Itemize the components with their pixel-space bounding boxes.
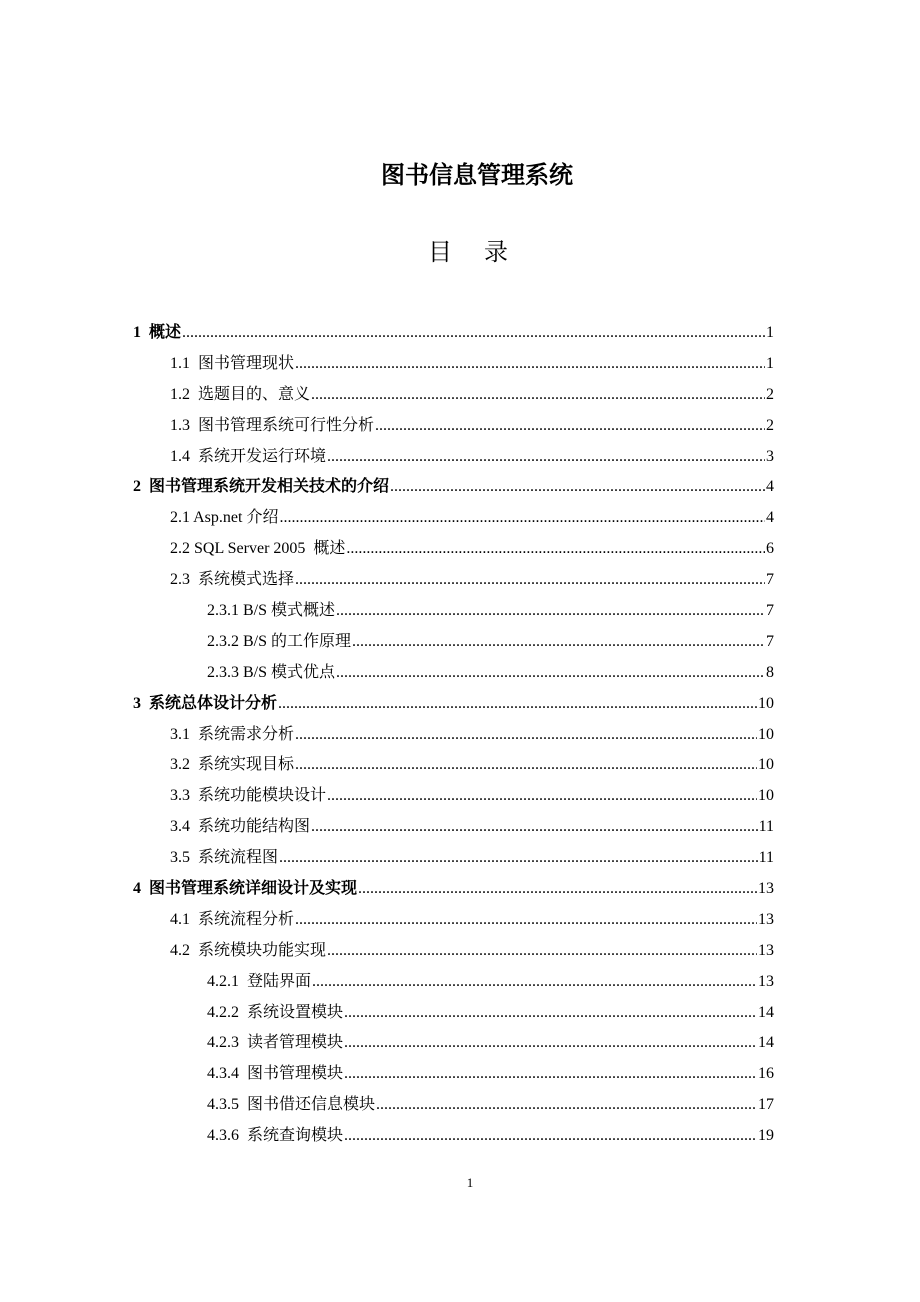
toc-entry-page-number: 6 bbox=[766, 540, 774, 558]
toc-entry bbox=[133, 1028, 774, 1059]
toc-entry-page-number: 7 bbox=[766, 632, 774, 650]
toc-entry bbox=[133, 781, 774, 812]
toc-entry-page-number: 10 bbox=[758, 694, 774, 712]
toc-dot-leader bbox=[327, 442, 765, 473]
toc-entry-label: 2.2 SQL Server 2005 概述 bbox=[170, 540, 346, 558]
toc-entry bbox=[133, 658, 774, 689]
toc-dot-leader bbox=[312, 967, 757, 998]
toc-entry-page-number: 3 bbox=[766, 447, 774, 465]
toc-dot-leader bbox=[358, 874, 757, 905]
toc-entry-label: 1.2 选题目的、意义 bbox=[170, 385, 311, 403]
toc-entry-label: 2.3 系统模式选择 bbox=[170, 571, 295, 589]
toc-dot-leader bbox=[295, 750, 757, 781]
toc-entry-page-number: 14 bbox=[758, 1034, 774, 1052]
toc-dot-leader bbox=[279, 503, 765, 534]
toc-entry-page-number: 7 bbox=[766, 602, 774, 620]
page-number: 1 bbox=[466, 1175, 474, 1190]
toc-entry bbox=[133, 1090, 774, 1121]
toc-entry-label: 3 系统总体设计分析 bbox=[133, 694, 278, 712]
toc-entry bbox=[133, 874, 774, 905]
toc-entry-label: 1 概述 bbox=[133, 324, 182, 341]
toc-entry-label: 2.3.2 B/S 的工作原理 bbox=[207, 632, 352, 650]
toc-entry-page-number: 14 bbox=[758, 1003, 774, 1021]
toc-entry-page-number: 2 bbox=[766, 385, 774, 403]
table-of-contents bbox=[133, 318, 774, 1152]
toc-entry bbox=[133, 720, 774, 751]
toc-dot-leader bbox=[295, 349, 765, 380]
toc-dot-leader bbox=[336, 596, 765, 627]
toc-entry-page-number: 2 bbox=[766, 416, 774, 434]
toc-entry-label: 3.3 系统功能模块设计 bbox=[170, 787, 327, 805]
toc-entry-label: 4.3.6 系统查询模块 bbox=[207, 1127, 344, 1145]
toc-entry bbox=[133, 503, 774, 534]
toc-entry-label: 1.1 图书管理现状 bbox=[170, 354, 295, 372]
toc-dot-leader bbox=[352, 627, 765, 658]
toc-entry bbox=[133, 1059, 774, 1090]
toc-entry-page-number: 4 bbox=[766, 509, 774, 527]
toc-entry-label: 1.4 系统开发运行环境 bbox=[170, 447, 327, 465]
toc-entry-label: 4.2.1 登陆界面 bbox=[207, 972, 312, 990]
toc-dot-leader bbox=[327, 781, 757, 812]
toc-entry-page-number: 4 bbox=[766, 478, 774, 496]
toc-entry bbox=[133, 967, 774, 998]
toc-entry-page-number: 10 bbox=[758, 725, 774, 743]
toc-entry-label: 2 图书管理系统开发相关技术的介绍 bbox=[133, 478, 390, 496]
toc-entry-label: 4.1 系统流程分析 bbox=[170, 910, 295, 928]
toc-entry-page-number: 13 bbox=[758, 941, 774, 959]
toc-entry bbox=[133, 411, 774, 442]
toc-entry-page-number: 1 bbox=[766, 324, 774, 341]
toc-dot-leader bbox=[390, 472, 765, 503]
toc-entry-page-number: 1 bbox=[766, 354, 774, 372]
toc-dot-leader bbox=[295, 905, 757, 936]
toc-entry-page-number: 13 bbox=[758, 972, 774, 990]
toc-entry-page-number: 11 bbox=[758, 849, 774, 867]
toc-entry-page-number: 13 bbox=[758, 910, 774, 928]
toc-dot-leader bbox=[311, 812, 758, 843]
toc-entry bbox=[133, 318, 774, 349]
toc-dot-leader bbox=[344, 1028, 757, 1059]
toc-entry bbox=[133, 905, 774, 936]
toc-entry-label: 2.3.3 B/S 模式优点 bbox=[207, 663, 336, 681]
toc-entry-label: 4.2.2 系统设置模块 bbox=[207, 1003, 344, 1021]
toc-entry-label: 1.3 图书管理系统可行性分析 bbox=[170, 416, 375, 434]
toc-entry-page-number: 7 bbox=[766, 571, 774, 589]
toc-dot-leader bbox=[311, 380, 765, 411]
toc-entry-page-number: 8 bbox=[766, 663, 774, 681]
document-title: 图书信息管理系统 bbox=[381, 162, 573, 189]
toc-dot-leader bbox=[327, 936, 757, 967]
toc-dot-leader bbox=[182, 318, 765, 349]
toc-entry bbox=[133, 472, 774, 503]
toc-entry bbox=[133, 843, 774, 874]
toc-entry-label: 3.2 系统实现目标 bbox=[170, 756, 295, 774]
toc-entry-label: 2.1 Asp.net 介绍 bbox=[170, 509, 279, 527]
toc-entry-label: 3.5 系统流程图 bbox=[170, 849, 279, 867]
toc-dot-leader bbox=[278, 689, 757, 720]
toc-entry bbox=[133, 812, 774, 843]
toc-dot-leader bbox=[346, 534, 765, 565]
toc-entry-label: 4 图书管理系统详细设计及实现 bbox=[133, 880, 358, 898]
toc-entry-label: 4.2.3 读者管理模块 bbox=[207, 1034, 344, 1052]
toc-entry-label: 4.3.5 图书借还信息模块 bbox=[207, 1096, 376, 1114]
toc-entry-page-number: 10 bbox=[758, 787, 774, 805]
toc-entry bbox=[133, 534, 774, 565]
toc-heading: 目 录 bbox=[428, 239, 512, 266]
toc-entry bbox=[133, 627, 774, 658]
toc-entry-page-number: 13 bbox=[758, 880, 774, 898]
toc-entry bbox=[133, 565, 774, 596]
toc-dot-leader bbox=[336, 658, 765, 689]
toc-entry-label: 4.3.4 图书管理模块 bbox=[207, 1065, 344, 1083]
toc-entry bbox=[133, 936, 774, 967]
toc-dot-leader bbox=[344, 998, 757, 1029]
toc-dot-leader bbox=[279, 843, 758, 874]
toc-entry-page-number: 11 bbox=[758, 818, 774, 836]
toc-entry-label: 4.2 系统模块功能实现 bbox=[170, 941, 327, 959]
toc-dot-leader bbox=[295, 720, 757, 751]
toc-entry-page-number: 10 bbox=[758, 756, 774, 774]
toc-dot-leader bbox=[376, 1090, 757, 1121]
toc-entry bbox=[133, 596, 774, 627]
toc-entry-page-number: 19 bbox=[758, 1127, 774, 1145]
toc-dot-leader bbox=[295, 565, 765, 596]
toc-entry-label: 2.3.1 B/S 模式概述 bbox=[207, 602, 336, 620]
toc-entry bbox=[133, 380, 774, 411]
toc-entry bbox=[133, 998, 774, 1029]
toc-entry bbox=[133, 750, 774, 781]
toc-entry bbox=[133, 689, 774, 720]
toc-entry-label: 3.4 系统功能结构图 bbox=[170, 818, 311, 836]
toc-entry-page-number: 16 bbox=[758, 1065, 774, 1083]
toc-dot-leader bbox=[375, 411, 765, 442]
toc-entry-label: 3.1 系统需求分析 bbox=[170, 725, 295, 743]
toc-entry bbox=[133, 349, 774, 380]
toc-dot-leader bbox=[344, 1059, 757, 1090]
toc-entry bbox=[133, 442, 774, 473]
toc-dot-leader bbox=[344, 1121, 757, 1152]
toc-entry-page-number: 17 bbox=[758, 1096, 774, 1114]
toc-entry bbox=[133, 1121, 774, 1152]
